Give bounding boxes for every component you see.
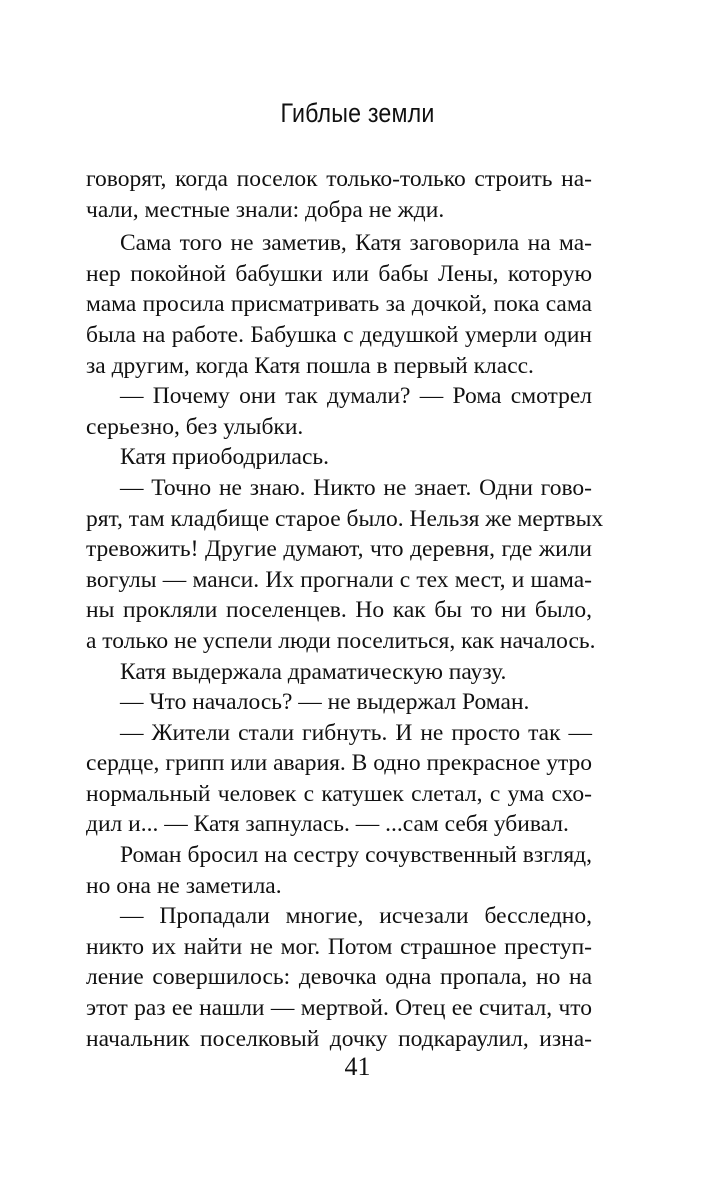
text-line: нер покойной бабушки или бабы Лены, которую [86, 260, 592, 287]
text-line: была на работе. Бабушка с дедушкой умерли один [86, 321, 592, 348]
text-line: а только не успели люди поселиться, как началось. [86, 627, 596, 654]
text-line: Катя приободрилась. [120, 444, 329, 471]
text-line: Катя выдержала драматическую паузу. [120, 658, 507, 685]
text-line: — Что началось? — не выдержал Роман. [120, 689, 530, 716]
text-line: сердце, грипп или авария. В одно прекрасное утро [86, 750, 592, 777]
text-line: дил и... — Катя запнулась. — ...сам себя убивал. [86, 811, 569, 838]
text-line: — Жители стали гибнуть. И не просто так — [120, 719, 592, 746]
text-line: Роман бросил на сестру сочувственный взгляд, [120, 842, 592, 869]
text-line: тревожить! Другие думают, что деревня, где жили [86, 536, 592, 563]
text-line: никто их найти не мог. Потом страшное преступ- [86, 933, 592, 960]
running-title: Гиблые земли [280, 98, 435, 128]
page-number: 41 [344, 1052, 371, 1081]
text-line: за другим, когда Катя пошла в первый класс. [86, 352, 534, 379]
text-line: рят, там кладбище старое было. Нельзя же мертвых [86, 505, 604, 532]
text-line: чали, местные знали: добра не жди. [86, 196, 445, 223]
text-line: вогулы — манси. Их прогнали с тех мест, и шама- [86, 566, 592, 593]
text-line: ление совершилось: девочка одна пропала, но на [86, 964, 592, 991]
body-text [86, 164, 604, 1054]
text-line: — Почему они так думали? — Рома смотрел [120, 383, 592, 410]
text-line: мама просила присматривать за дочкой, пока сама [86, 291, 592, 318]
text-line: ны прокляли поселенцев. Но как бы то ни было, [86, 597, 592, 624]
text-line: — Пропадали многие, исчезали бесследно, [120, 903, 592, 930]
text-line: нормальный человек с катушек слетал, с ума схо- [86, 780, 592, 807]
text-line: серьезно, без улыбки. [86, 413, 304, 440]
text-line: начальник поселковый дочку подкараулил, изна- [86, 1025, 592, 1052]
text-line: но она не заметила. [86, 872, 282, 899]
text-line: — Точно не знаю. Никто не знает. Одни гово- [120, 474, 592, 501]
text-line: этот раз ее нашли — мертвой. Отец ее считал, что [86, 995, 592, 1022]
text-line: Сама того не заметив, Катя заговорила на ма- [120, 230, 592, 257]
text-line: говорят, когда поселок только-только строить на- [86, 166, 592, 192]
